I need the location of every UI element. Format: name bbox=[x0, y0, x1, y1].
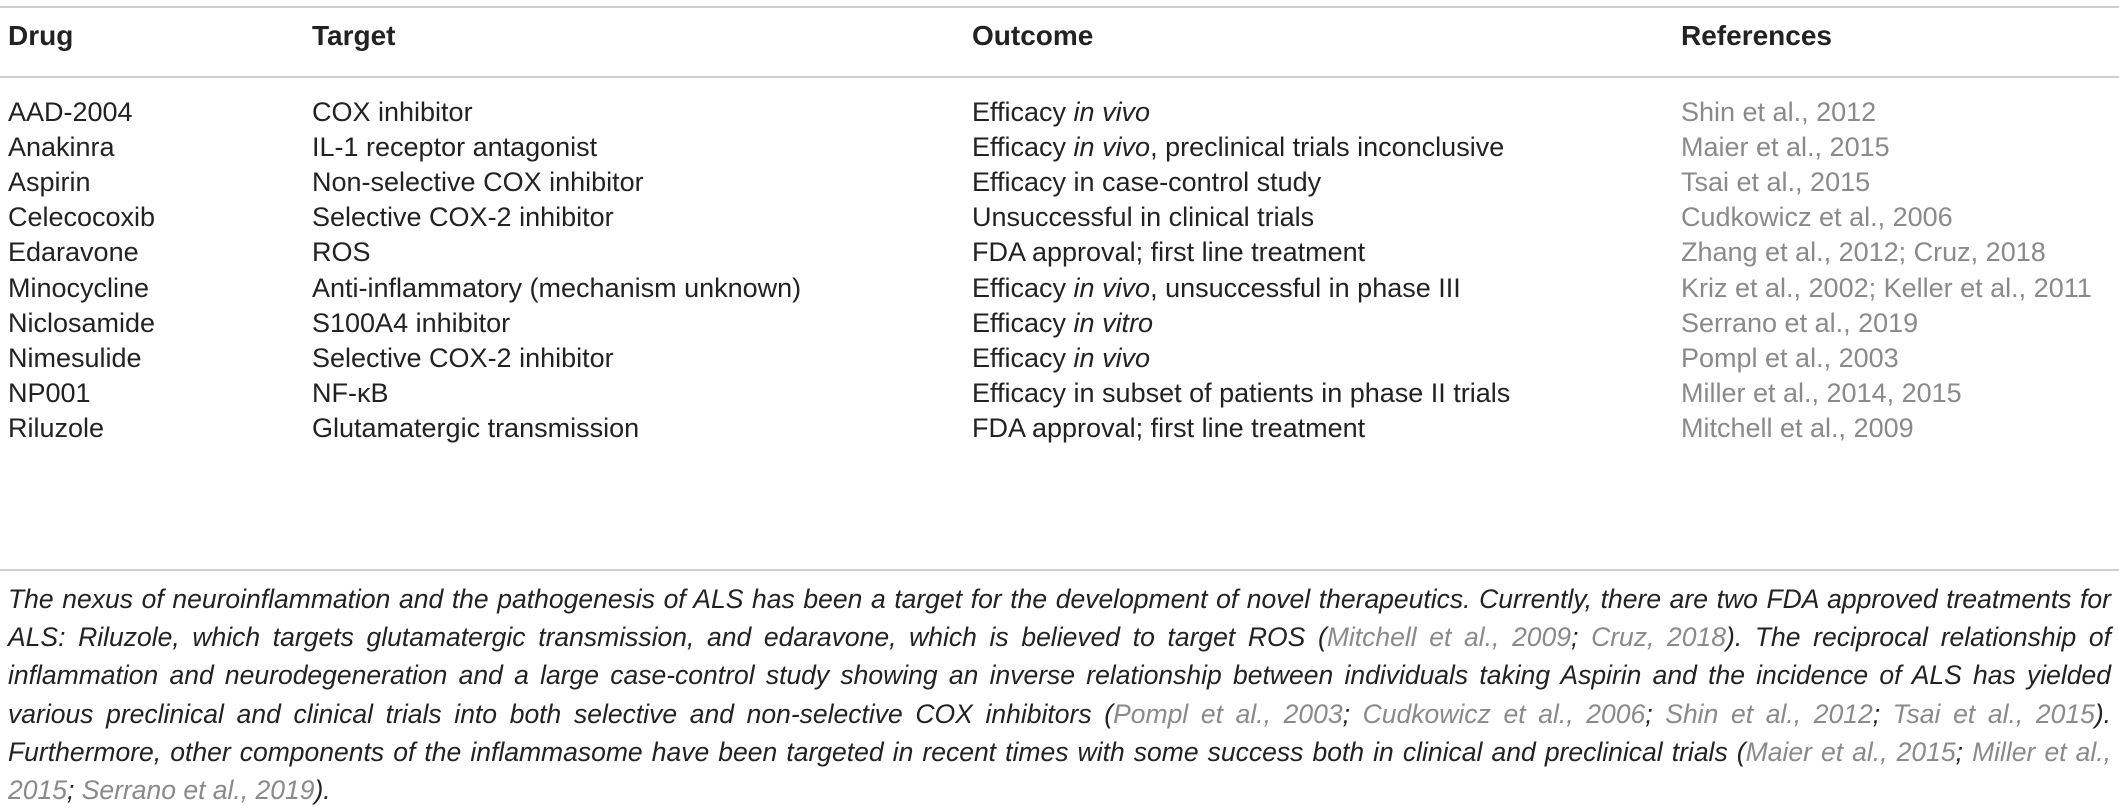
footnote-citation: Cruz, 2018 bbox=[1591, 622, 1726, 653]
table-footnote bbox=[8, 580, 2111, 809]
footnote-citation: Maier et al., 2015 bbox=[1745, 736, 1956, 767]
header-references: References bbox=[1681, 20, 1832, 51]
cell-target: S100A4 inhibitor bbox=[312, 307, 511, 338]
footnote-text: ; bbox=[1872, 698, 1893, 729]
cell-target: Selective COX-2 inhibitor bbox=[312, 202, 614, 233]
cell-drug: Celecocoxib bbox=[8, 202, 156, 233]
cell-target: Selective COX-2 inhibitor bbox=[312, 342, 614, 373]
cell-target: ROS bbox=[312, 237, 371, 268]
footnote-citation: Tsai et al., 2015 bbox=[1892, 698, 2095, 729]
footnote-text: ). bbox=[314, 775, 331, 806]
outcome-italic-text: in vitro bbox=[1073, 307, 1154, 338]
cell-drug: NP001 bbox=[8, 377, 91, 408]
outcome-italic-text: in vivo bbox=[1073, 272, 1151, 303]
outcome-text: Efficacy bbox=[972, 97, 1074, 127]
footnote-text: ; bbox=[66, 775, 82, 806]
cell-references: Mitchell et al., 2009 bbox=[1681, 412, 1914, 443]
cell-references: Kriz et al., 2002; Keller et al., 2011 bbox=[1681, 272, 2092, 303]
table-top-rule bbox=[0, 6, 2119, 8]
cell-outcome bbox=[972, 197, 1314, 237]
cell-outcome bbox=[972, 268, 1461, 308]
cell-outcome bbox=[972, 408, 1365, 448]
footnote-text: The nexus of neuroinflammation and the pathogenesis of ALS has been a target for the development of novel therapeutics. Currently, there are two FDA approved treatments for ALS: Riluzole, which targets glutamatergic transmission, and edaravone, which is believed to target ROS ( bbox=[8, 584, 2111, 653]
footnote-citation: Miller et al., 2015 bbox=[8, 736, 2112, 806]
outcome-italic-text: in vivo bbox=[1073, 97, 1151, 127]
cell-outcome bbox=[972, 92, 1150, 132]
footnote-citation: Shin et al., 2012 bbox=[1665, 698, 1873, 729]
cell-drug: Anakinra bbox=[8, 132, 115, 163]
cell-outcome bbox=[972, 162, 1321, 202]
cell-target: IL-1 receptor antagonist bbox=[312, 132, 598, 163]
table-bottom-rule bbox=[0, 569, 2119, 571]
header-rule bbox=[0, 76, 2119, 78]
outcome-text: Efficacy bbox=[972, 342, 1074, 373]
header-outcome: Outcome bbox=[972, 20, 1094, 51]
outcome-text: Efficacy bbox=[972, 132, 1074, 163]
cell-drug: Minocycline bbox=[8, 272, 150, 303]
cell-target: COX inhibitor bbox=[312, 97, 473, 127]
cell-references: Zhang et al., 2012; Cruz, 2018 bbox=[1681, 237, 2046, 268]
footnote-text: ). Furthermore, other components of the inflammasome have been targeted in recent times with some success both in clinical and preclinical trials ( bbox=[8, 698, 2112, 767]
footnote-text: ). The reciprocal relationship of inflammation and neurodegeneration and a large case-control study showing an inverse relationship between individuals taking Aspirin and the incidence of ALS has yielded various preclinical and clinical trials into both selective and non-selective COX inhibitors ( bbox=[8, 622, 2111, 729]
outcome-text: , unsuccessful in phase III bbox=[1150, 272, 1461, 303]
cell-target: Glutamatergic transmission bbox=[312, 412, 640, 443]
cell-outcome bbox=[972, 338, 1150, 378]
cell-drug: AAD-2004 bbox=[8, 97, 133, 127]
outcome-text: Efficacy bbox=[972, 272, 1074, 303]
cell-outcome bbox=[972, 303, 1153, 343]
cell-drug: Niclosamide bbox=[8, 307, 156, 338]
cell-references: Maier et al., 2015 bbox=[1681, 132, 1890, 163]
cell-references: Serrano et al., 2019 bbox=[1681, 307, 1919, 338]
footnote-text: ; bbox=[1645, 698, 1666, 729]
cell-references: Tsai et al., 2015 bbox=[1681, 167, 1871, 198]
cell-references: Miller et al., 2014, 2015 bbox=[1681, 377, 1962, 408]
footnote-citation: Mitchell et al., 2009 bbox=[1326, 622, 1572, 653]
cell-outcome bbox=[972, 373, 1510, 413]
footnote-text: ; bbox=[1955, 736, 1973, 767]
cell-drug: Nimesulide bbox=[8, 342, 142, 373]
cell-target: Non-selective COX inhibitor bbox=[312, 167, 644, 198]
footnote-citation: Cudkowicz et al., 2006 bbox=[1362, 698, 1646, 729]
cell-drug: Riluzole bbox=[8, 412, 105, 443]
footnote-citation: Serrano et al., 2019 bbox=[81, 775, 315, 806]
outcome-italic-text: in vivo bbox=[1073, 132, 1151, 163]
cell-references: Cudkowicz et al., 2006 bbox=[1681, 202, 1953, 233]
cell-drug: Aspirin bbox=[8, 167, 91, 198]
outcome-text: , preclinical trials inconclusive bbox=[1150, 132, 1505, 163]
cell-target: NF-κB bbox=[312, 377, 389, 408]
header-drug: Drug bbox=[8, 20, 74, 51]
cell-references: Pompl et al., 2003 bbox=[1681, 342, 1899, 373]
outcome-text: Efficacy in subset of patients in phase II trials bbox=[972, 377, 1511, 408]
cell-drug: Edaravone bbox=[8, 237, 139, 268]
outcome-text: FDA approval; first line treatment bbox=[972, 237, 1366, 268]
cell-outcome bbox=[972, 127, 1504, 167]
outcome-italic-text: in vivo bbox=[1073, 342, 1151, 373]
cell-references: Shin et al., 2012 bbox=[1681, 97, 1877, 127]
outcome-text: Unsuccessful in clinical trials bbox=[972, 202, 1315, 233]
table-row bbox=[0, 408, 2119, 455]
footnote-text: ; bbox=[1342, 698, 1363, 729]
footnote-text: ; bbox=[1571, 622, 1592, 653]
footnote-citation: Pompl et al., 2003 bbox=[1113, 698, 1343, 729]
outcome-text: Efficacy in case-control study bbox=[972, 167, 1322, 198]
cell-outcome bbox=[972, 232, 1365, 272]
header-target: Target bbox=[312, 20, 396, 51]
outcome-text: Efficacy bbox=[972, 307, 1074, 338]
outcome-text: FDA approval; first line treatment bbox=[972, 412, 1366, 443]
cell-target: Anti-inflammatory (mechanism unknown) bbox=[312, 272, 802, 303]
